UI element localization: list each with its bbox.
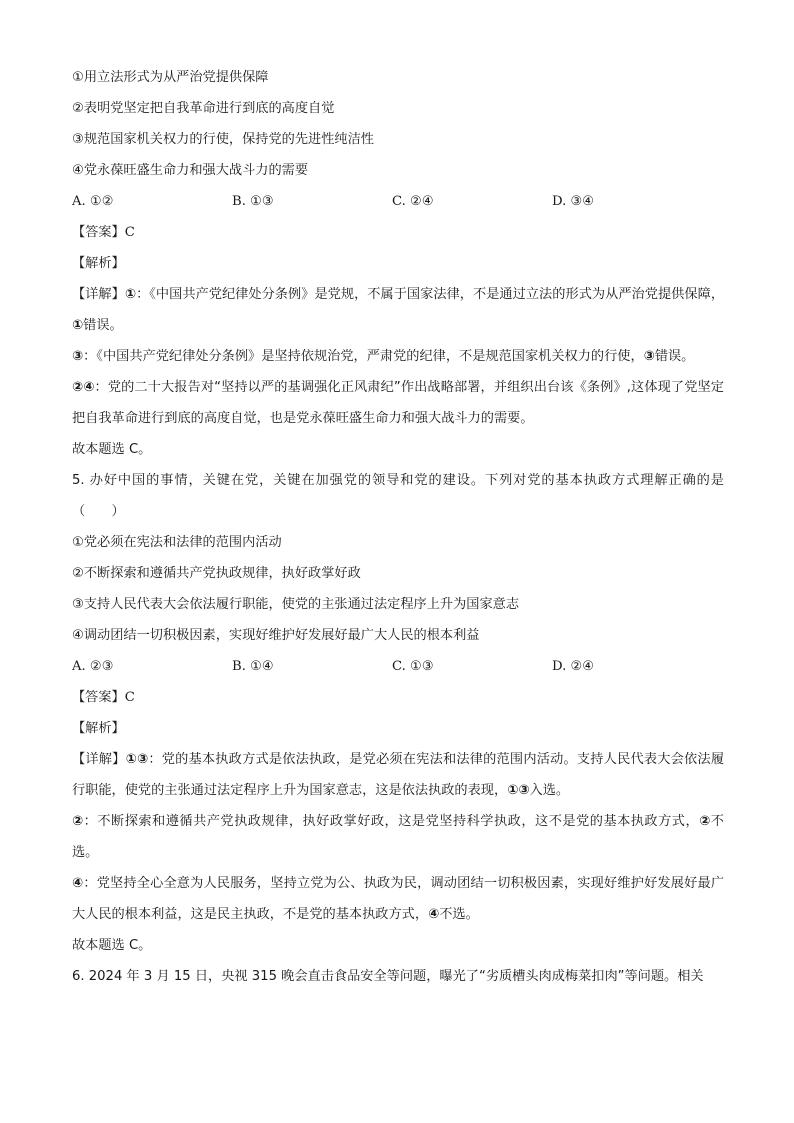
detail-text: ：《中国共产党纪律处分条例》是坚持依规治党，严肃党的纪律，不是规范国家机关权力的行使， <box>83 349 644 364</box>
q6-stem: 6. 2024 年 3 月 15 日，央视 315 晚会直击食品安全等问题，曝光了“劣质槽头肉成梅菜扣肉”等问题。相关 <box>72 969 704 984</box>
q5-option-b: B. ①④ <box>232 659 274 674</box>
q5-item-2: ②不断探索和遵循共产党执政规律，执好政掌好政 <box>72 566 361 581</box>
detail-text: ：党的二十大报告对“坚持以严的基调强化正风肃纪”作出战略部署，并组织出台该《条例》,这体现了党坚定把自我革命进行到底的高度自觉，也是党永葆旺盛生命力和强大战斗力的需要。 <box>72 380 724 426</box>
detail-text: ：《中国共产党纪律处分条例》是党规，不属于国家法律，不是通过立法的形式为从严治党提供保障， <box>136 287 725 302</box>
q5-analysis-label: 【解析】 <box>72 721 125 736</box>
detail-label: 【详解】 <box>72 287 125 302</box>
detail-label: 【详解】 <box>72 752 126 767</box>
answer-label: 【答案】 <box>72 225 125 240</box>
q4-detail-2 <box>72 341 724 372</box>
q5-detail-3 <box>72 868 724 930</box>
detail-end: 不选。 <box>439 907 479 922</box>
q5-item-1: ①党必须在宪法和法律的范围内活动 <box>72 535 282 550</box>
q5-answer <box>72 682 724 713</box>
q4-answer <box>72 217 724 248</box>
detail-mark: ① <box>72 318 84 333</box>
q5-option-d: D. ②④ <box>552 659 595 674</box>
detail-text: ：不断探索和遵循共产党执政规律，执好政掌好政，这是党坚持科学执政，这不是党的基本执政方式， <box>83 814 700 829</box>
detail-key: ①③ <box>125 752 149 767</box>
detail-mark: ①③ <box>507 783 530 798</box>
document-page <box>72 62 724 992</box>
detail-mark: ② <box>699 814 711 829</box>
answer-value: C <box>124 690 135 705</box>
q5-detail-1 <box>72 744 724 806</box>
q4-item-3: ③规范国家机关权力的行使，保持党的先进性纯洁性 <box>72 132 374 147</box>
answer-label: 【答案】 <box>72 690 125 705</box>
detail-end: 不选。 <box>72 814 724 860</box>
detail-end: 错误。 <box>654 349 695 364</box>
q4-options <box>72 186 724 217</box>
detail-key: ②④ <box>72 380 95 395</box>
q4-option-b: B. ①③ <box>232 194 274 209</box>
detail-end: 错误。 <box>83 318 123 333</box>
q5-conclusion: 故本题选 C。 <box>72 938 152 953</box>
q5-option-c: C. ①③ <box>392 659 434 674</box>
detail-end: 入选。 <box>529 783 570 798</box>
detail-mark: ③ <box>643 349 655 364</box>
q5-detail-2 <box>72 806 724 868</box>
q4-option-c: C. ②④ <box>392 194 434 209</box>
detail-key: ② <box>72 814 84 829</box>
q4-item-2: ②表明党坚定把自我革命进行到底的高度自觉 <box>72 101 335 116</box>
q5-stem: 5. 办好中国的事情，关键在党，关键在加强党的领导和党的建设。下列对党的基本执政方式理解正确的是（ ） <box>72 473 724 519</box>
q5-item-3: ③支持人民代表大会依法履行职能，使党的主张通过法定程序上升为国家意志 <box>72 597 520 612</box>
detail-text: ：党的基本执政方式是依法执政，是党必须在宪法和法律的范围内活动。支持人民代表大会依法履行职能，使党的主张通过法定程序上升为国家意志，这是依法执政的表现， <box>72 752 724 798</box>
q4-option-a: A. ①② <box>72 194 114 209</box>
detail-key: ① <box>124 287 137 302</box>
detail-mark: ④ <box>428 907 440 922</box>
q4-item-1: ①用立法形式为从严治党提供保障 <box>72 70 269 85</box>
answer-value: C <box>124 225 135 240</box>
q4-detail-1 <box>72 279 724 341</box>
q5-item-4: ④调动团结一切积极因素，实现好维护好发展好最广大人民的根本利益 <box>72 628 480 643</box>
detail-text: ：党坚持全心全意为人民服务，坚持立党为公、执政为民，调动团结一切积极因素，实现好维护好发展好最广大人民的根本利益，这是民主执政，不是党的基本执政方式， <box>72 876 725 922</box>
q4-item-4: ④党永葆旺盛生命力和强大战斗力的需要 <box>72 163 309 178</box>
q5-options <box>72 651 724 682</box>
q4-detail-3 <box>72 372 724 434</box>
detail-key: ③ <box>72 349 84 364</box>
q5-option-a: A. ②③ <box>72 659 114 674</box>
q4-conclusion: 故本题选 C。 <box>72 442 152 457</box>
detail-key: ④ <box>72 876 84 891</box>
q4-analysis-label: 【解析】 <box>72 256 125 271</box>
q4-option-d: D. ③④ <box>552 194 595 209</box>
